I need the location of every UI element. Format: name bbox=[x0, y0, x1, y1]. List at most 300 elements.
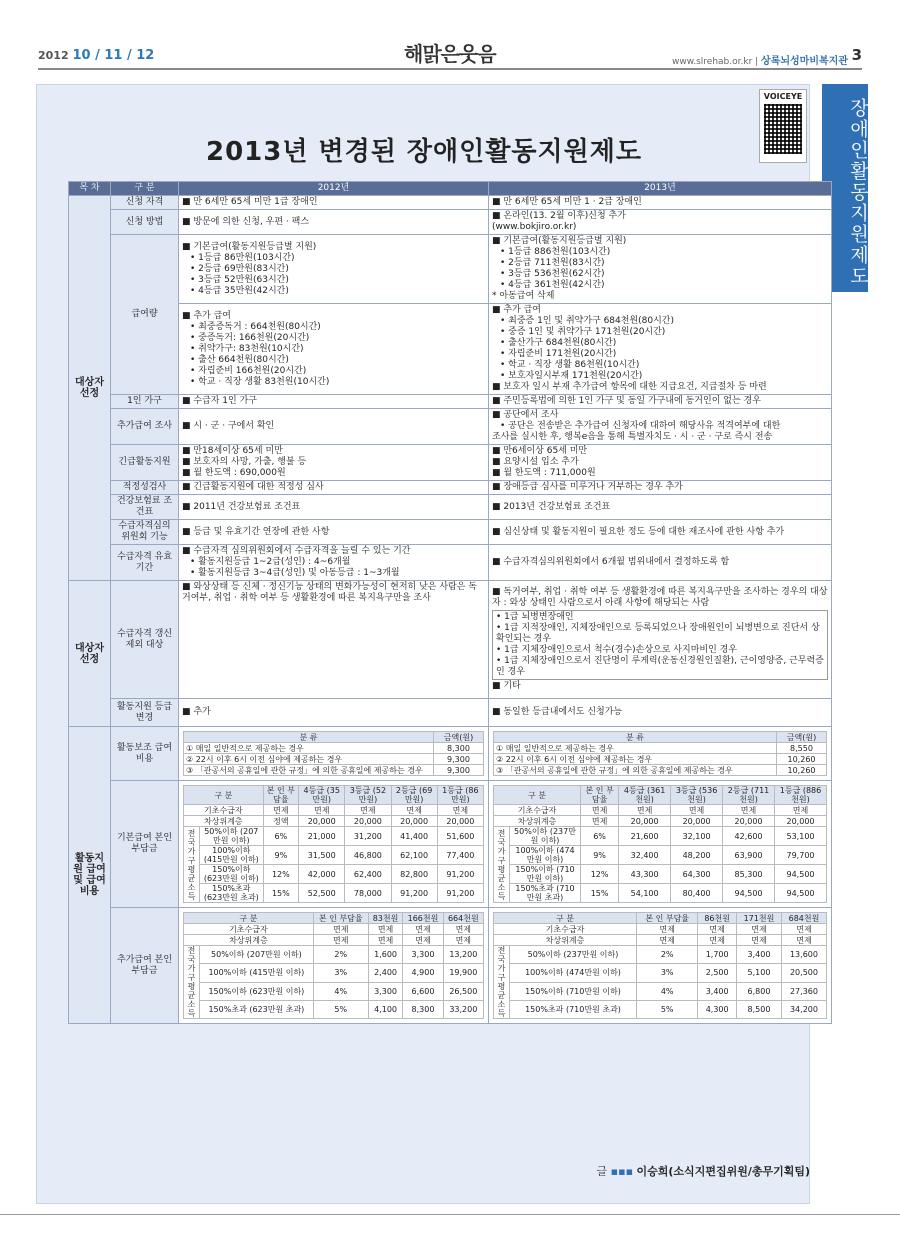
copay-value: 3,300 bbox=[403, 946, 443, 964]
list-item: • 1급 지적장애인, 지체장애인으로 등록되었으나 장애원인이 뇌병변으로 진단서 상 확인되는 경우 bbox=[496, 623, 820, 644]
list-item: • 3등급 536천원(62시간) bbox=[500, 269, 605, 279]
table-row bbox=[184, 827, 484, 846]
list-item: • 최중증독거 : 664천원(80시간) bbox=[190, 321, 321, 332]
list-item: ■ 온라인(13. 2월 이후)신청 추가 bbox=[492, 211, 626, 221]
copay-rate: 2% bbox=[637, 946, 698, 964]
copay-value: 20,000 bbox=[619, 816, 671, 827]
fee-header: 금액(원) bbox=[777, 732, 827, 743]
list-item: ■ 기본급여(활동지원등급별 지원) bbox=[182, 241, 317, 252]
table-row bbox=[494, 884, 827, 903]
grade-header: 1등급 (886천원) bbox=[775, 786, 827, 805]
grid-header: 구 분 bbox=[184, 786, 264, 805]
list-item: ■ 독거여부, 취업 · 취학 여부 등 생활환경에 따른 복지욕구만을 조사하는 경우의 대상자 : 와상 상태인 사람으로서 아래 사항에 해당되는 사람 bbox=[492, 587, 828, 608]
copay-value: 2,500 bbox=[698, 964, 737, 982]
fee-item: ② 22시 이후 6시 이전 심야에 제공하는 경우 bbox=[184, 754, 434, 765]
copay-value: 면제 bbox=[299, 805, 345, 816]
table-row bbox=[184, 805, 484, 816]
cell-2013 bbox=[489, 481, 832, 495]
cell-2012 bbox=[179, 781, 489, 908]
issue-date: 2012 10 / 11 / 12 bbox=[38, 48, 155, 63]
copay-value: 8,500 bbox=[736, 1000, 781, 1018]
copay-value: 13,600 bbox=[781, 946, 826, 964]
copay-value: 면제 bbox=[391, 805, 437, 816]
copay-value: 43,300 bbox=[619, 865, 671, 884]
list-item: ■ 요양시설 입소 추가 bbox=[492, 457, 579, 467]
list-item: • 활동지원등급 1~2급(성인) : 4~6개월 bbox=[190, 557, 351, 567]
table-row bbox=[184, 935, 484, 946]
fee-value: 8,550 bbox=[777, 743, 827, 754]
copay-value: 4,900 bbox=[403, 964, 443, 982]
copay-value: 94,500 bbox=[723, 884, 775, 903]
table-row bbox=[69, 304, 832, 395]
copay-rate: 면제 bbox=[313, 935, 368, 946]
table-row bbox=[69, 581, 832, 699]
cell-2013 bbox=[489, 495, 832, 520]
table-row bbox=[184, 743, 484, 754]
page-title: 2013년 변경된 장애인활동지원제도 bbox=[206, 137, 642, 167]
cell-2012 bbox=[179, 495, 489, 520]
cell-2012 bbox=[179, 409, 489, 445]
side-tab: 장애인활동지원제도 bbox=[822, 84, 868, 292]
cell-2013 bbox=[489, 727, 832, 781]
copay-rate: 5% bbox=[313, 1000, 368, 1018]
list-item: ■ 긴급활동지원에 대한 적정성 심사 bbox=[182, 482, 324, 492]
list-item: • 중증 1인 및 취약가구 171천원(20시간) bbox=[500, 327, 666, 337]
table-row bbox=[494, 946, 827, 964]
list-item: ■ 기본급여(활동지원등급별 지원) bbox=[492, 236, 627, 246]
list-item: • 보호자일시부재 171천원(20시간) bbox=[500, 371, 643, 381]
cell-2013 bbox=[489, 520, 832, 545]
list-item: 조사를 실시한 후, 행복e음을 통해 특별자치도 · 시 · 군 · 구로 즉시 전송 bbox=[492, 432, 773, 442]
fee-header: 금액(원) bbox=[434, 732, 484, 743]
grade-header: 4등급 (361천원) bbox=[619, 786, 671, 805]
cell-2013 bbox=[489, 445, 832, 481]
list-item: • 4등급 361천원(42시간) bbox=[500, 280, 605, 290]
copay-table bbox=[493, 912, 827, 1019]
fee-item: ① 매일 일반적으로 제공하는 경우 bbox=[494, 743, 777, 754]
table-row bbox=[184, 765, 484, 776]
table-row bbox=[494, 964, 827, 982]
list-item: • 취약가구: 83천원(10시간) bbox=[190, 343, 304, 354]
table-row bbox=[69, 196, 832, 210]
row-label: 활동보조 급여비용 bbox=[111, 727, 179, 781]
list-item: ■ 월 한도액 : 711,000원 bbox=[492, 468, 596, 478]
copay-value: 면제 bbox=[723, 805, 775, 816]
cell-2013 bbox=[489, 545, 832, 581]
income-label: 기초수급자 bbox=[184, 924, 314, 935]
list-item: ■ 장애등급 심사를 미루거나 거부하는 경우 추가 bbox=[492, 482, 683, 492]
list-item: ■ 수급자 1인 가구 bbox=[182, 396, 257, 406]
copay-value: 42,000 bbox=[299, 865, 345, 884]
income-band: 100%이하 (415만원 이하) bbox=[200, 964, 314, 982]
grade-header: 2등급 (711천원) bbox=[723, 786, 775, 805]
copay-value: 면제 bbox=[437, 805, 483, 816]
grade-header: 684천원 bbox=[781, 913, 826, 924]
income-band: 100%이하 (474만원 이하) bbox=[510, 964, 637, 982]
copay-value: 91,200 bbox=[391, 884, 437, 903]
income-label: 기초수급자 bbox=[494, 924, 637, 935]
grid-header: 구 분 bbox=[494, 913, 637, 924]
copay-value: 6,800 bbox=[736, 982, 781, 1000]
cell-2012 bbox=[179, 304, 489, 395]
table-row bbox=[494, 1000, 827, 1018]
table-row bbox=[494, 754, 827, 765]
table-row bbox=[494, 935, 827, 946]
row-label: 1인 가구 bbox=[111, 395, 179, 409]
table-row bbox=[184, 1000, 484, 1018]
copay-rate: 정액 bbox=[263, 816, 298, 827]
table-row bbox=[184, 754, 484, 765]
cell-2012 bbox=[179, 520, 489, 545]
fee-item: ③ 「관공서의 공휴일에 관한 규정」에 의한 공휴일에 제공하는 경우 bbox=[494, 765, 777, 776]
cell-2013 bbox=[489, 196, 832, 210]
table-row bbox=[69, 545, 832, 581]
copay-value: 21,600 bbox=[619, 827, 671, 846]
copay-value: 면제 bbox=[671, 805, 723, 816]
income-band: 50%이하 (207만원 이하) bbox=[200, 946, 314, 964]
copay-rate: 면제 bbox=[313, 924, 368, 935]
copay-value: 3,400 bbox=[698, 982, 737, 1000]
copay-value: 면제 bbox=[781, 935, 826, 946]
list-item: ■ 만 6세만 65세 미만 1급 장애인 bbox=[182, 197, 318, 207]
copay-value: 면제 bbox=[775, 805, 827, 816]
copay-value: 20,000 bbox=[671, 816, 723, 827]
copay-value: 3,300 bbox=[368, 982, 403, 1000]
cell-2012 bbox=[179, 235, 489, 304]
copay-value: 13,200 bbox=[443, 946, 483, 964]
copay-rate: 6% bbox=[581, 827, 619, 846]
list-item: ■ 수급자격 심의위원회에서 수급자격을 늘릴 수 있는 기간 bbox=[182, 546, 411, 556]
cell-2013 bbox=[489, 304, 832, 395]
table-row bbox=[494, 765, 827, 776]
header-rule bbox=[38, 68, 862, 70]
copay-value: 20,500 bbox=[781, 964, 826, 982]
income-band: 50%이하 (237만원 이하) bbox=[510, 827, 581, 846]
copay-rate: 면제 bbox=[581, 805, 619, 816]
grid-header: 본 인 부담율 bbox=[581, 786, 619, 805]
copay-value: 26,500 bbox=[443, 982, 483, 1000]
grid-header: 구 분 bbox=[184, 913, 314, 924]
fee-table bbox=[183, 731, 484, 776]
page-number: 3 bbox=[851, 46, 862, 64]
list-item: ■ 주민등록법에 의한 1인 가구 및 동일 가구내에 동거인이 없는 경우 bbox=[492, 396, 761, 406]
copay-value: 91,200 bbox=[437, 865, 483, 884]
list-item: • 1급 지체장애인으로서 진단명이 루게릭(운동신경원인질환), 근이영양증, 근무력증인 경우 bbox=[496, 656, 824, 677]
income-band: 50%이하 (207만원 이하) bbox=[200, 827, 264, 846]
list-item: • 활동지원등급 3~4급(성인) 및 아동등급 : 1~3개월 bbox=[190, 568, 400, 578]
copay-value: 1,700 bbox=[698, 946, 737, 964]
section-label: 대상자 선정 bbox=[69, 581, 111, 727]
copay-value: 면제 bbox=[698, 924, 737, 935]
row-label: 활동지원 등급 변경 bbox=[111, 699, 179, 727]
list-item: ■ 추가 급여 bbox=[182, 310, 232, 321]
copay-rate: 면제 bbox=[637, 924, 698, 935]
list-item: ■ 등급 및 유효기간 연장에 관한 사항 bbox=[182, 526, 330, 537]
income-group: 전국 가구 평균 소득 bbox=[184, 946, 200, 1019]
footer-rule bbox=[0, 1214, 900, 1215]
row-label: 수급자격 갱신제외 대상 bbox=[111, 581, 179, 699]
fee-header: 분 류 bbox=[184, 732, 434, 743]
list-item: • 학교 · 직장 생활 83천원(10시간) bbox=[190, 376, 330, 387]
list-item: * 아동급여 삭제 bbox=[492, 291, 555, 301]
fee-table bbox=[493, 731, 827, 776]
copay-value: 6,600 bbox=[403, 982, 443, 1000]
copay-value: 91,200 bbox=[437, 884, 483, 903]
copay-value: 8,300 bbox=[403, 1000, 443, 1018]
byline: 글 ▪▪▪ 이승희(소식지편집위원/총무기획팀) bbox=[596, 1165, 810, 1178]
income-group: 전국 가구 평균 소득 bbox=[494, 827, 510, 903]
list-item: ■ 방문에 의한 신청, 우편 · 팩스 bbox=[182, 216, 310, 227]
grade-header: 3등급 (536천원) bbox=[671, 786, 723, 805]
copay-table bbox=[183, 912, 484, 1019]
newsletter-logo: 해맑은웃음 bbox=[404, 42, 496, 66]
list-item: ■ 추가 급여 bbox=[492, 305, 542, 315]
fee-value: 10,260 bbox=[777, 754, 827, 765]
income-band: 50%이하 (237만원 이하) bbox=[510, 946, 637, 964]
income-band: 150%초과 (710만원 초과) bbox=[510, 884, 581, 903]
copay-value: 20,000 bbox=[391, 816, 437, 827]
fee-header: 분 류 bbox=[494, 732, 777, 743]
list-item: ■ 시 · 군 · 구에서 확인 bbox=[182, 421, 275, 431]
copay-rate: 면제 bbox=[637, 935, 698, 946]
income-label: 차상위계층 bbox=[184, 935, 314, 946]
table-row bbox=[494, 805, 827, 816]
copay-value: 63,900 bbox=[723, 846, 775, 865]
grade-header: 166천원 bbox=[403, 913, 443, 924]
table-row bbox=[69, 210, 832, 235]
list-item: ■ 2013년 건강보험료 조건표 bbox=[492, 501, 611, 512]
table-row bbox=[69, 445, 832, 481]
row-label: 수급자격심의 위원회 기능 bbox=[111, 520, 179, 545]
grid-header: 구 분 bbox=[494, 786, 581, 805]
copay-rate: 15% bbox=[263, 884, 298, 903]
grid-header: 본 인 부담율 bbox=[263, 786, 298, 805]
table-row bbox=[494, 924, 827, 935]
row-label: 신청 방법 bbox=[111, 210, 179, 235]
copay-value: 면제 bbox=[368, 924, 403, 935]
list-item: ■ 공단에서 조사 bbox=[492, 410, 559, 420]
copay-value: 면제 bbox=[736, 935, 781, 946]
copay-rate: 9% bbox=[263, 846, 298, 865]
copay-value: 85,300 bbox=[723, 865, 775, 884]
fee-item: ③ 「관공서의 공휴일에 관한 규정」에 의한 공휴일에 제공하는 경우 bbox=[184, 765, 434, 776]
copay-value: 32,100 bbox=[671, 827, 723, 846]
income-band: 150%이하 (710만원 이하) bbox=[510, 865, 581, 884]
copay-value: 94,500 bbox=[775, 884, 827, 903]
copay-value: 20,000 bbox=[437, 816, 483, 827]
table-row bbox=[69, 495, 832, 520]
cell-2013 bbox=[489, 908, 832, 1024]
copay-value: 41,400 bbox=[391, 827, 437, 846]
income-label: 차상위계층 bbox=[494, 935, 637, 946]
copay-value: 33,200 bbox=[443, 1000, 483, 1018]
table-row bbox=[69, 699, 832, 727]
cell-2013 bbox=[489, 235, 832, 304]
list-item: • 공단은 전송받은 추가급여 신청자에 대하여 해당사유 적격여부에 대한 bbox=[500, 421, 781, 431]
income-group: 전국 가구 평균 소득 bbox=[494, 946, 510, 1019]
cell-2012 bbox=[179, 395, 489, 409]
table-row bbox=[494, 865, 827, 884]
row-label: 추가급여 조사 bbox=[111, 409, 179, 445]
copay-value: 46,800 bbox=[345, 846, 391, 865]
copay-rate: 5% bbox=[637, 1000, 698, 1018]
income-label: 차상위계층 bbox=[494, 816, 581, 827]
copay-value: 62,100 bbox=[391, 846, 437, 865]
list-item: • 1등급 886천원(103시간) bbox=[500, 247, 611, 257]
table-row bbox=[69, 409, 832, 445]
content-box bbox=[36, 84, 828, 1204]
table-row bbox=[69, 395, 832, 409]
main-table bbox=[68, 181, 832, 1024]
row-label: 추가급여 본인부담금 bbox=[111, 908, 179, 1024]
copay-value: 19,900 bbox=[443, 964, 483, 982]
copay-rate: 12% bbox=[263, 865, 298, 884]
income-band: 100%이하 (474만원 이하) bbox=[510, 846, 581, 865]
list-item: • 2등급 69만원(83시간) bbox=[190, 263, 289, 274]
copay-rate: 면제 bbox=[263, 805, 298, 816]
copay-value: 31,500 bbox=[299, 846, 345, 865]
copay-rate: 6% bbox=[263, 827, 298, 846]
cell-2013 bbox=[489, 409, 832, 445]
table-row bbox=[494, 846, 827, 865]
table-row bbox=[184, 846, 484, 865]
cell-2012 bbox=[179, 196, 489, 210]
list-item: • 자립준비 166천원(20시간) bbox=[190, 365, 307, 376]
criteria-box bbox=[492, 610, 828, 680]
copay-rate: 4% bbox=[637, 982, 698, 1000]
row-label: 급여량 bbox=[111, 235, 179, 395]
fee-value: 10,260 bbox=[777, 765, 827, 776]
copay-value: 21,000 bbox=[299, 827, 345, 846]
list-item: ■ 수급자격심의위원회에서 6개월 범위내에서 결정하도록 함 bbox=[492, 557, 730, 567]
copay-value: 면제 bbox=[403, 924, 443, 935]
grade-header: 1등급 (86만원) bbox=[437, 786, 483, 805]
cell-2012 bbox=[179, 545, 489, 581]
income-band: 150%초과 (623만원 초과) bbox=[200, 1000, 314, 1018]
list-item: • 출산가구 684천원(80시간) bbox=[500, 338, 617, 348]
cell-2013 bbox=[489, 781, 832, 908]
copay-value: 62,400 bbox=[345, 865, 391, 884]
grade-header: 4등급 (35만원) bbox=[299, 786, 345, 805]
copay-value: 52,500 bbox=[299, 884, 345, 903]
fee-item: ① 매일 일반적으로 제공하는 경우 bbox=[184, 743, 434, 754]
table-row bbox=[184, 982, 484, 1000]
cell-2012 bbox=[179, 481, 489, 495]
table-row bbox=[184, 964, 484, 982]
copay-value: 면제 bbox=[368, 935, 403, 946]
list-item: ■ 기타 bbox=[492, 681, 521, 691]
table-row bbox=[184, 924, 484, 935]
table-row bbox=[69, 908, 832, 1024]
cell-2013: ■ 동일한 등급내에서도 신청가능 bbox=[489, 699, 832, 727]
copay-rate: 4% bbox=[313, 982, 368, 1000]
section-label: 대상자 선정 bbox=[69, 196, 111, 581]
income-band: 150%초과 (710만원 초과) bbox=[510, 1000, 637, 1018]
row-label: 건강보험료 조건표 bbox=[111, 495, 179, 520]
copay-rate: 2% bbox=[313, 946, 368, 964]
copay-value: 면제 bbox=[736, 924, 781, 935]
cell-2013 bbox=[489, 395, 832, 409]
fee-value: 9,300 bbox=[434, 754, 484, 765]
list-item: ■ 만18세이상 65세 미만 bbox=[182, 446, 283, 456]
list-item: ■ 심신상태 및 활동지원이 필요한 정도 등에 대한 재조사에 관한 사항 추가 bbox=[492, 526, 785, 537]
copay-rate: 3% bbox=[313, 964, 368, 982]
list-item: ■ 보호자 일시 부재 추가급여 항목에 대한 지급요건, 지급절차 등 마련 bbox=[492, 382, 767, 392]
table-row bbox=[494, 827, 827, 846]
cell-2012 bbox=[179, 445, 489, 481]
table-row bbox=[494, 982, 827, 1000]
income-label: 기초수급자 bbox=[494, 805, 581, 816]
income-band: 150%초과 (623만원 초과) bbox=[200, 884, 264, 903]
copay-rate: 15% bbox=[581, 884, 619, 903]
table-row bbox=[69, 235, 832, 304]
cell-2012 bbox=[179, 908, 489, 1024]
copay-value: 80,400 bbox=[671, 884, 723, 903]
copay-value: 면제 bbox=[781, 924, 826, 935]
copay-value: 53,100 bbox=[775, 827, 827, 846]
copay-value: 2,400 bbox=[368, 964, 403, 982]
income-band: 150%이하 (710만원 이하) bbox=[510, 982, 637, 1000]
list-item: • 1등급 86만원(103시간) bbox=[190, 252, 295, 263]
fee-value: 9,300 bbox=[434, 765, 484, 776]
col-2013: 2013년 bbox=[489, 182, 832, 196]
table-row bbox=[69, 727, 832, 781]
copay-value: 34,200 bbox=[781, 1000, 826, 1018]
copay-value: 면제 bbox=[619, 805, 671, 816]
list-item: ■ 만 6세만 65세 미만 1 · 2급 장애인 bbox=[492, 197, 642, 207]
fee-value: 8,300 bbox=[434, 743, 484, 754]
cell-2012 bbox=[179, 210, 489, 235]
table-row bbox=[69, 781, 832, 908]
copay-rate: 9% bbox=[581, 846, 619, 865]
site-info: www.slrehab.or.kr | 상록뇌성마비복지관 bbox=[671, 56, 848, 67]
table-row bbox=[494, 816, 827, 827]
grid-header: 본 인 부담율 bbox=[637, 913, 698, 924]
copay-value: 77,400 bbox=[437, 846, 483, 865]
copay-value: 42,600 bbox=[723, 827, 775, 846]
copay-value: 5,100 bbox=[736, 964, 781, 982]
table-row bbox=[494, 743, 827, 754]
copay-rate: 면제 bbox=[581, 816, 619, 827]
grade-header: 2등급 (69만원) bbox=[391, 786, 437, 805]
list-item: ■ 2011년 건강보험료 조건표 bbox=[182, 501, 301, 512]
grid-header: 본 인 부담율 bbox=[313, 913, 368, 924]
list-item: ■ 보호자의 사망, 가출, 행불 등 bbox=[182, 457, 307, 467]
list-item: • 출산 664천원(80시간) bbox=[190, 354, 289, 365]
fee-item: ② 22시 이후 6시 이전 심야에 제공하는 경우 bbox=[494, 754, 777, 765]
copay-value: 면제 bbox=[443, 935, 483, 946]
table-row bbox=[69, 520, 832, 545]
col-category: 구 분 bbox=[111, 182, 179, 196]
table-row bbox=[184, 946, 484, 964]
section-label: 활동지원 급여 및 급여비용 bbox=[69, 727, 111, 1024]
copay-value: 4,300 bbox=[698, 1000, 737, 1018]
cell-2012: ■ 추가 bbox=[179, 699, 489, 727]
income-label: 차상위계층 bbox=[184, 816, 264, 827]
row-label: 적정성검사 bbox=[111, 481, 179, 495]
copay-value: 20,000 bbox=[345, 816, 391, 827]
list-item: • 최중증 1인 및 취약가구 684천원(80시간) bbox=[500, 316, 675, 326]
list-item: • 학교 · 직장 생활 86천원(10시간) bbox=[500, 360, 640, 370]
cell-2013 bbox=[489, 581, 832, 699]
table-row bbox=[184, 884, 484, 903]
cell-2013 bbox=[489, 210, 832, 235]
list-item: ■ 만6세이상 65세 미만 bbox=[492, 446, 588, 456]
list-item: ■ 와상상태 등 신체 · 정신기능 상태의 변화가능성이 현저히 낮은 사람은 독거여부, 취업 · 취학 여부 등 생활환경에 따른 복지욕구만을 조사 bbox=[182, 582, 477, 603]
copay-value: 48,200 bbox=[671, 846, 723, 865]
copay-value: 면제 bbox=[443, 924, 483, 935]
row-label: 기본급여 본인부담금 bbox=[111, 781, 179, 908]
